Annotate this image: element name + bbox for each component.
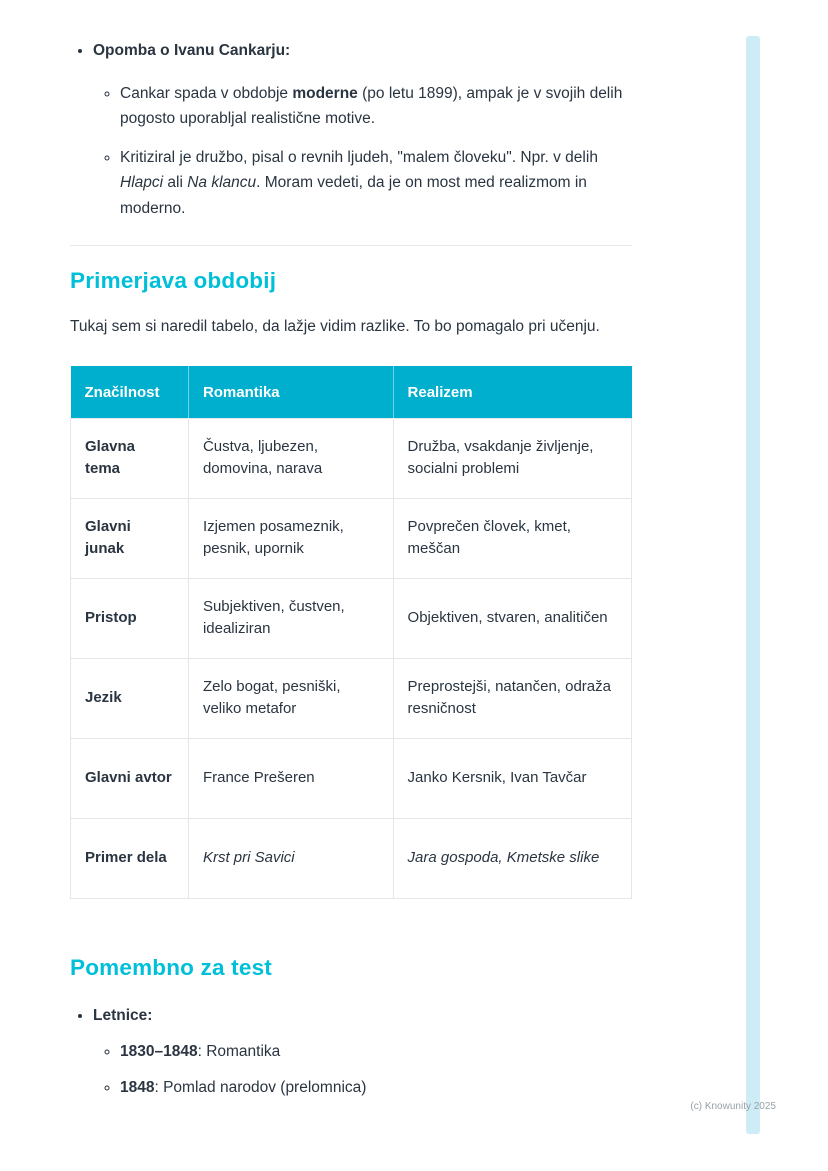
text-segment: : Pomlad narodov (prelomnica) (154, 1079, 367, 1097)
test-title: Letnice: (93, 1006, 153, 1024)
text-segment-italic: Na klancu (187, 174, 257, 192)
note-item (120, 145, 632, 222)
romantika-cell: France Prešeren (188, 738, 393, 818)
test-item (120, 1039, 632, 1065)
section-heading-pomembno: Pomembno za test (70, 954, 272, 980)
divider (70, 245, 632, 246)
note-title: Opomba o Ivanu Cankarju: (93, 42, 291, 59)
row-label: Pristop (71, 578, 189, 658)
realizem-cell: Družba, vsakdanje življenje, socialni problemi (393, 418, 631, 498)
romantika-cell: Krst pri Savici (188, 818, 393, 898)
test-list (70, 1003, 632, 1101)
row-label: Glavni avtor (71, 738, 189, 818)
section-heading-primerjava: Primerjava obdobij (70, 268, 277, 294)
table-header-realizem: Realizem (393, 366, 631, 418)
note-item (120, 81, 632, 132)
text-segment: (po letu 1899), ampak je v svojih delih pogosto uporabljal realistične motive. (120, 84, 623, 128)
note-title-item (93, 38, 632, 221)
realizem-cell: Povprečen človek, kmet, meščan (393, 498, 631, 578)
table-header-znacilnost: Značilnost (71, 366, 189, 418)
test-sublist (93, 1039, 632, 1100)
row-label: Primer dela (71, 818, 189, 898)
table-header-romantika: Romantika (188, 366, 393, 418)
intro-paragraph: Tukaj sem si naredil tabelo, da lažje vidim razlike. To bo pomagalo pri učenju. (70, 318, 600, 336)
note-item-2-text (120, 149, 598, 217)
row-label: Jezik (71, 658, 189, 738)
table-row (71, 738, 632, 818)
test-title-item (93, 1003, 632, 1101)
table-row (71, 578, 632, 658)
text-segment-bold: 1830–1848 (120, 1043, 198, 1061)
page-edge-bar (746, 36, 760, 1134)
test-item-2-text (120, 1079, 366, 1096)
romantika-cell: Zelo bogat, pesniški, veliko metafor (188, 658, 393, 738)
romantika-cell: Izjemen posameznik, pesnik, upornik (188, 498, 393, 578)
romantika-cell: Čustva, ljubezen, domovina, narava (188, 418, 393, 498)
romantika-cell: Subjektiven, čustven, idealiziran (188, 578, 393, 658)
row-label: Glavni junak (71, 498, 189, 578)
text-segment: Cankar spada v obdobje (120, 84, 293, 102)
text-segment-bold: 1848 (120, 1079, 155, 1097)
realizem-cell: Preprostejši, natančen, odraža resničnost (393, 658, 631, 738)
table-row (71, 418, 632, 498)
row-label: Glavna tema (71, 418, 189, 498)
text-segment: . Moram vedeti, da je on most med realizmom in moderno. (120, 174, 587, 217)
document-content (70, 38, 632, 1111)
table-header-row (71, 366, 632, 418)
test-item (120, 1075, 632, 1101)
note-sublist (93, 81, 632, 222)
text-segment-italic: Hlapci (120, 174, 164, 192)
text-segment: ali (163, 174, 188, 192)
table-row (71, 498, 632, 578)
table-row (71, 658, 632, 738)
table-row (71, 818, 632, 898)
copyright-note: (c) Knowunity 2025 (690, 1101, 776, 1112)
realizem-cell: Objektiven, stvaren, analitičen (393, 578, 631, 658)
realizem-cell: Janko Kersnik, Ivan Tavčar (393, 738, 631, 818)
text-segment: Kritiziral je družbo, pisal o revnih ljudeh, "malem človeku". Npr. v delih (120, 148, 598, 166)
test-item-1-text (120, 1043, 280, 1060)
realizem-cell: Jara gospoda, Kmetske slike (393, 818, 631, 898)
note-item-1-text (120, 85, 622, 128)
text-segment: : Romantika (197, 1043, 281, 1061)
comparison-table (70, 366, 632, 899)
text-segment-bold: moderne (292, 84, 358, 102)
note-list (70, 38, 632, 221)
